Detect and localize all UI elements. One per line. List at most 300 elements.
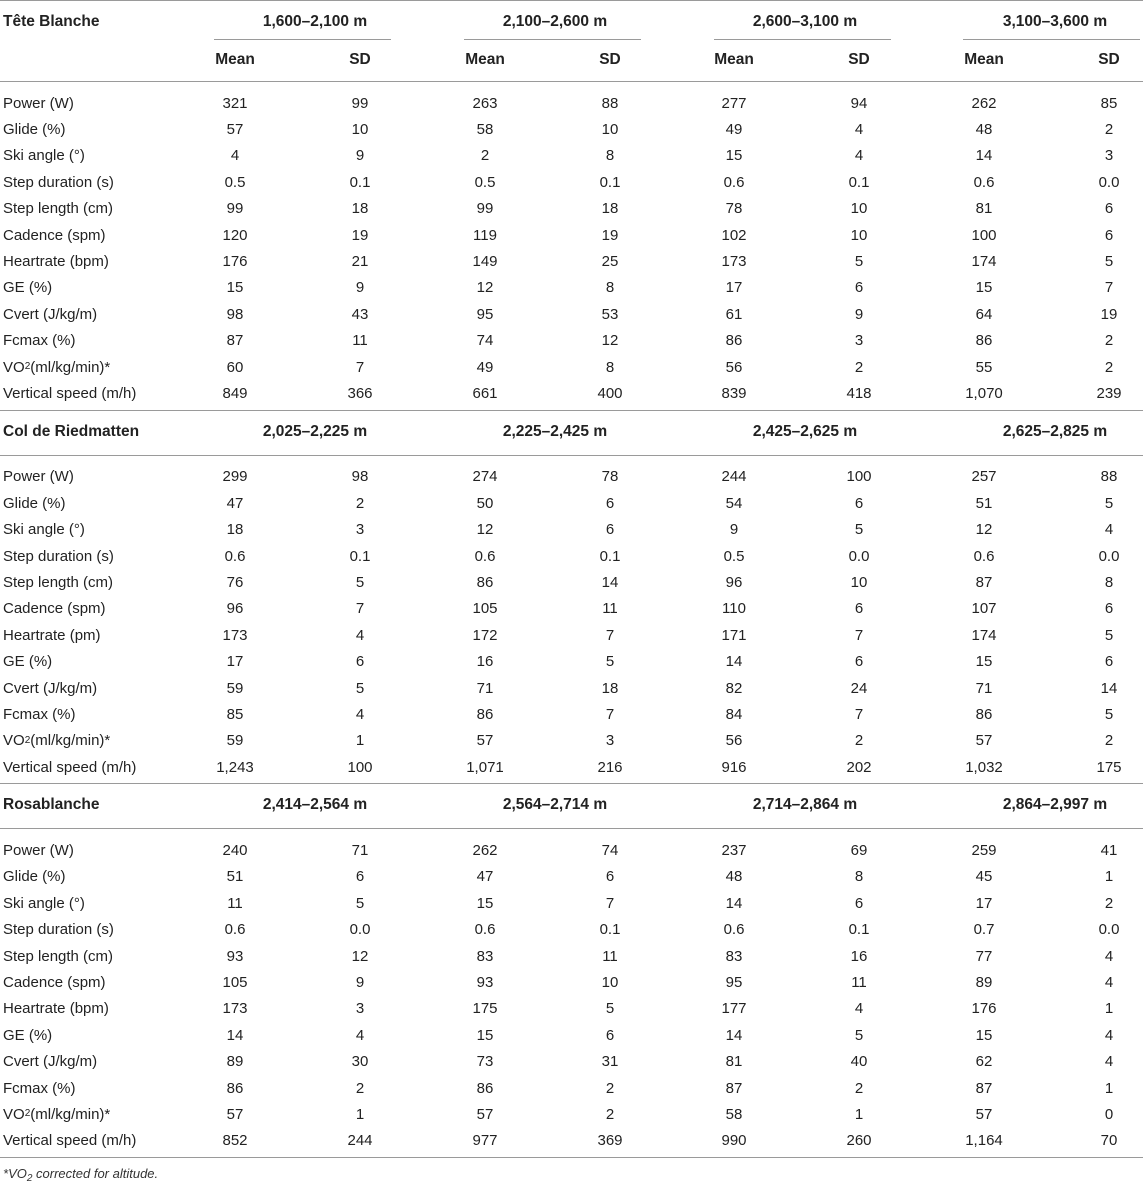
sd-value: 11 xyxy=(352,332,368,350)
sd-value: 0.0 xyxy=(1098,921,1120,939)
mean-value: 1,164 xyxy=(965,1132,1003,1150)
mean-value: 177 xyxy=(721,1000,747,1018)
mean-value: 47 xyxy=(226,494,244,512)
mean-value: 85 xyxy=(226,705,244,723)
table-row xyxy=(0,143,1143,169)
row-label: Power (W) xyxy=(3,94,74,112)
mean-value: 81 xyxy=(725,1053,743,1071)
mean-value: 0.7 xyxy=(973,921,995,939)
mean-value: 299 xyxy=(222,468,248,486)
mean-value: 71 xyxy=(975,679,993,697)
sd-value: 24 xyxy=(850,679,868,697)
mean-value: 15 xyxy=(476,894,494,912)
mean-value: 175 xyxy=(472,1000,498,1018)
table-row xyxy=(0,890,1143,916)
mean-value: 78 xyxy=(725,200,743,218)
sd-value: 418 xyxy=(846,384,872,402)
mean-value: 0.5 xyxy=(224,173,246,191)
sd-value: 2 xyxy=(1104,732,1114,750)
mean-value: 240 xyxy=(222,842,248,860)
mean-value: 96 xyxy=(725,573,743,591)
mean-value: 57 xyxy=(975,1105,993,1123)
section-header-row xyxy=(0,784,1143,828)
mean-value: 82 xyxy=(725,679,743,697)
mean-value: 110 xyxy=(722,600,746,618)
sd-value: 88 xyxy=(1100,468,1118,486)
mean-value: 87 xyxy=(975,573,993,591)
sd-value: 71 xyxy=(351,842,369,860)
sd-value: 244 xyxy=(347,1132,373,1150)
sd-value: 1 xyxy=(1104,1079,1114,1097)
sd-value: 16 xyxy=(850,947,868,965)
section-rule xyxy=(0,1157,1143,1158)
sd-value: 10 xyxy=(601,121,619,139)
altitude-range-header: 1,600–2,100 m xyxy=(262,13,368,30)
mean-value: 57 xyxy=(476,732,494,750)
table-row xyxy=(0,380,1143,406)
sd-value: 5 xyxy=(1104,253,1114,271)
sd-value: 4 xyxy=(854,147,864,165)
sd-value: 12 xyxy=(601,332,619,350)
sd-value: 4 xyxy=(1104,521,1114,539)
mean-value: 11 xyxy=(227,894,243,912)
mean-value: 96 xyxy=(226,600,244,618)
altitude-range-header: 2,564–2,714 m xyxy=(502,796,608,814)
sd-value: 2 xyxy=(1104,358,1114,376)
sd-value: 8 xyxy=(605,358,615,376)
mean-value: 17 xyxy=(226,653,244,671)
mean-value: 51 xyxy=(226,868,244,886)
table-row xyxy=(0,754,1143,780)
row-label: Power (W) xyxy=(3,468,74,486)
sd-value: 7 xyxy=(355,600,365,618)
mean-value: 0.6 xyxy=(224,547,246,565)
row-label: GE (%) xyxy=(3,653,53,671)
row-label: Step duration (s) xyxy=(3,547,114,565)
mean-value: 262 xyxy=(472,842,498,860)
row-label: Cadence (spm) xyxy=(3,974,106,992)
mean-value: 990 xyxy=(721,1132,747,1150)
table-row xyxy=(0,328,1143,354)
mean-value: 257 xyxy=(971,468,997,486)
mean-value: 173 xyxy=(721,253,747,271)
mean-value: 1,070 xyxy=(965,384,1003,402)
altitude-range-header: 3,100–3,600 m xyxy=(1002,13,1108,30)
mean-value: 56 xyxy=(725,358,743,376)
mean-value: 237 xyxy=(721,842,747,860)
sd-value: 6 xyxy=(854,600,864,618)
sd-value: 88 xyxy=(601,94,619,112)
mean-value: 0.6 xyxy=(474,921,496,939)
sd-value: 5 xyxy=(605,653,615,671)
mean-value: 14 xyxy=(725,653,743,671)
mean-value: 244 xyxy=(721,468,747,486)
sd-value: 2 xyxy=(1104,332,1114,350)
mean-value: 48 xyxy=(725,868,743,886)
mean-value: 15 xyxy=(975,653,993,671)
mean-value: 173 xyxy=(222,626,248,644)
sd-value: 10 xyxy=(850,226,868,244)
mean-value: 262 xyxy=(971,94,997,112)
mean-value: 277 xyxy=(721,94,747,112)
sd-value: 7 xyxy=(854,626,864,644)
mean-header: Mean xyxy=(465,51,505,68)
sd-value: 11 xyxy=(602,947,618,965)
mean-value: 15 xyxy=(476,1026,494,1044)
row-label: Fcmax (%) xyxy=(3,1079,76,1097)
mean-value: 81 xyxy=(975,200,993,218)
row-label: Cvert (J/kg/m) xyxy=(3,679,98,697)
table-row xyxy=(0,543,1143,569)
mean-value: 2 xyxy=(480,147,490,165)
mean-value: 12 xyxy=(975,521,993,539)
table-row xyxy=(0,596,1143,622)
sd-value: 7 xyxy=(605,626,615,644)
mean-value: 12 xyxy=(476,279,494,297)
mean-value: 99 xyxy=(476,200,494,218)
mean-value: 89 xyxy=(975,974,993,992)
sd-value: 4 xyxy=(1104,947,1114,965)
mean-value: 57 xyxy=(476,1105,494,1123)
sd-header: SD xyxy=(1098,51,1120,68)
sd-value: 6 xyxy=(605,494,615,512)
site-name: Tête Blanche xyxy=(3,13,100,30)
sd-value: 30 xyxy=(351,1053,369,1071)
sd-value: 4 xyxy=(854,121,864,139)
sd-value: 31 xyxy=(601,1053,619,1071)
mean-value: 98 xyxy=(226,305,244,323)
sd-value: 2 xyxy=(854,732,864,750)
sd-value: 43 xyxy=(351,305,369,323)
mean-value: 58 xyxy=(725,1105,743,1123)
table-row xyxy=(0,864,1143,890)
mean-value: 0.6 xyxy=(474,547,496,565)
mean-value: 86 xyxy=(476,1079,494,1097)
mean-value: 263 xyxy=(472,94,498,112)
sd-value: 6 xyxy=(355,868,365,886)
sd-value: 9 xyxy=(854,305,864,323)
mean-value: 100 xyxy=(971,226,997,244)
sd-value: 10 xyxy=(351,121,369,139)
mean-value: 87 xyxy=(975,1079,993,1097)
sd-value: 2 xyxy=(1104,894,1114,912)
sd-value: 18 xyxy=(601,679,619,697)
mean-value: 60 xyxy=(226,358,244,376)
mean-value: 0.6 xyxy=(224,921,246,939)
sd-value: 99 xyxy=(351,94,369,112)
row-label: Power (W) xyxy=(3,842,74,860)
row-label: Step duration (s) xyxy=(3,921,114,939)
mean-value: 1,243 xyxy=(216,758,254,776)
mean-value: 0.6 xyxy=(973,547,995,565)
mean-value: 45 xyxy=(975,868,993,886)
table-row xyxy=(0,996,1143,1022)
mean-value: 12 xyxy=(476,521,494,539)
table-section xyxy=(0,411,1143,785)
mean-value: 120 xyxy=(222,226,248,244)
sd-value: 10 xyxy=(850,573,868,591)
table-row xyxy=(0,275,1143,301)
mean-value: 55 xyxy=(975,358,993,376)
sd-value: 98 xyxy=(351,468,369,486)
row-label: Vertical speed (m/h) xyxy=(3,384,137,402)
mean-value: 87 xyxy=(725,1079,743,1097)
mean-value: 14 xyxy=(975,147,993,165)
sd-value: 53 xyxy=(601,305,619,323)
mean-value: 73 xyxy=(476,1053,494,1071)
row-label: Cadence (spm) xyxy=(3,600,106,618)
sd-value: 4 xyxy=(355,1026,365,1044)
sd-value: 4 xyxy=(355,626,365,644)
row-label: Fcmax (%) xyxy=(3,332,76,350)
range-underline xyxy=(464,39,641,40)
sd-value: 69 xyxy=(850,842,868,860)
sd-value: 78 xyxy=(601,468,619,486)
range-underline xyxy=(963,39,1140,40)
sd-value: 0.1 xyxy=(599,547,621,565)
sd-value: 6 xyxy=(1104,600,1114,618)
sd-value: 6 xyxy=(605,1026,615,1044)
sd-value: 6 xyxy=(854,894,864,912)
sd-value: 41 xyxy=(1100,842,1118,860)
sd-value: 2 xyxy=(605,1105,615,1123)
sd-value: 5 xyxy=(854,521,864,539)
table-row xyxy=(0,116,1143,142)
mean-value: 95 xyxy=(725,974,743,992)
mean-value: 321 xyxy=(222,94,248,112)
sd-value: 5 xyxy=(1104,626,1114,644)
row-label: GE (%) xyxy=(3,279,53,297)
sd-value: 4 xyxy=(355,705,365,723)
mean-value: 58 xyxy=(476,121,494,139)
row-label: VO 2 (ml/kg/min)* xyxy=(3,1105,111,1123)
table-row xyxy=(0,301,1143,327)
sd-value: 25 xyxy=(601,253,619,271)
site-name: Col de Riedmatten xyxy=(3,422,140,440)
mean-value: 107 xyxy=(971,600,997,618)
sd-value: 0.0 xyxy=(349,921,371,939)
sd-value: 8 xyxy=(854,868,864,886)
row-label: Step length (cm) xyxy=(3,573,114,591)
table-footnote: $*VO_2$ corrected for altitude. xyxy=(3,1166,159,1185)
mean-value: 17 xyxy=(725,279,743,297)
mean-value: 14 xyxy=(725,1026,743,1044)
sd-value: 14 xyxy=(601,573,619,591)
sd-value: 11 xyxy=(851,974,867,992)
row-label: Ski angle (°) xyxy=(3,894,85,912)
mean-value: 64 xyxy=(975,305,993,323)
sd-value: 0.1 xyxy=(349,547,371,565)
mean-value: 50 xyxy=(476,494,494,512)
mean-value: 57 xyxy=(975,732,993,750)
sd-value: 14 xyxy=(1100,679,1118,697)
sd-value: 4 xyxy=(854,1000,864,1018)
sd-value: 6 xyxy=(605,868,615,886)
mean-value: 149 xyxy=(472,253,498,271)
mean-value: 0.6 xyxy=(973,173,995,191)
mean-value: 86 xyxy=(476,705,494,723)
mean-value: 102 xyxy=(721,226,747,244)
row-label: Glide (%) xyxy=(3,121,66,139)
mean-value: 47 xyxy=(476,868,494,886)
table-row xyxy=(0,943,1143,969)
row-label: Heartrate (pm) xyxy=(3,626,101,644)
sd-value: 0.0 xyxy=(848,547,870,565)
sd-value: 1 xyxy=(355,732,365,750)
mean-value: 4 xyxy=(230,147,240,165)
sd-value: 3 xyxy=(355,1000,365,1018)
sd-value: 0 xyxy=(1104,1105,1114,1123)
row-label: Step duration (s) xyxy=(3,173,114,191)
table-row xyxy=(0,169,1143,195)
sd-value: 2 xyxy=(605,1079,615,1097)
mean-value: 849 xyxy=(222,384,248,402)
mean-value: 14 xyxy=(725,894,743,912)
mean-value: 105 xyxy=(472,600,498,618)
sd-value: 400 xyxy=(597,384,623,402)
sd-value: 8 xyxy=(1104,573,1114,591)
mean-value: 83 xyxy=(476,947,494,965)
sd-value: 7 xyxy=(605,894,615,912)
mean-value: 0.5 xyxy=(474,173,496,191)
sd-value: 6 xyxy=(854,494,864,512)
mean-value: 93 xyxy=(226,947,244,965)
altitude-range-header: 2,414–2,564 m xyxy=(262,796,368,814)
mean-header: Mean xyxy=(964,51,1004,68)
sd-value: 2 xyxy=(355,1079,365,1097)
mean-value: 84 xyxy=(725,705,743,723)
sd-value: 19 xyxy=(601,226,619,244)
row-label: Vertical speed (m/h) xyxy=(3,1132,137,1150)
mean-value: 839 xyxy=(721,384,747,402)
sd-value: 4 xyxy=(1104,1026,1114,1044)
altitude-range-header: 2,714–2,864 m xyxy=(752,796,858,814)
sd-value: 1 xyxy=(355,1105,365,1123)
mean-value: 1,032 xyxy=(965,758,1003,776)
mean-value: 49 xyxy=(476,358,494,376)
sd-value: 3 xyxy=(605,732,615,750)
sd-value: 4 xyxy=(1104,1053,1114,1071)
sd-value: 10 xyxy=(601,974,619,992)
sd-value: 2 xyxy=(355,494,365,512)
sd-value: 7 xyxy=(1104,279,1114,297)
mean-value: 49 xyxy=(725,121,743,139)
sd-value: 369 xyxy=(597,1132,623,1150)
sd-value: 3 xyxy=(854,332,864,350)
row-label: Fcmax (%) xyxy=(3,705,76,723)
table-row xyxy=(0,675,1143,701)
sd-value: 6 xyxy=(1104,200,1114,218)
range-underline xyxy=(714,39,891,40)
mean-value: 119 xyxy=(473,226,497,244)
sd-value: 5 xyxy=(854,253,864,271)
mean-value: 86 xyxy=(725,332,743,350)
table-row xyxy=(0,969,1143,995)
table-row xyxy=(0,516,1143,542)
sd-value: 11 xyxy=(602,600,618,618)
mean-value: 15 xyxy=(226,279,244,297)
sd-value: 5 xyxy=(355,573,365,591)
sd-value: 5 xyxy=(854,1026,864,1044)
sd-value: 18 xyxy=(351,200,369,218)
sd-value: 0.0 xyxy=(1098,173,1120,191)
row-label: Cvert (J/kg/m) xyxy=(3,1053,98,1071)
mean-value: 977 xyxy=(472,1132,498,1150)
sd-value: 0.1 xyxy=(848,921,870,939)
sd-value: 6 xyxy=(1104,653,1114,671)
mean-value: 172 xyxy=(472,626,498,644)
mean-value: 16 xyxy=(476,653,494,671)
mean-value: 174 xyxy=(971,253,997,271)
row-label: Vertical speed (m/h) xyxy=(3,758,137,776)
sd-value: 2 xyxy=(1104,121,1114,139)
table-row xyxy=(0,622,1143,648)
mean-header: Mean xyxy=(714,51,754,68)
section-header-row xyxy=(0,411,1143,455)
sd-value: 8 xyxy=(605,279,615,297)
sd-value: 239 xyxy=(1096,384,1122,402)
mean-value: 852 xyxy=(222,1132,248,1150)
mean-value: 176 xyxy=(222,253,248,271)
mean-value: 17 xyxy=(975,894,993,912)
mean-value: 274 xyxy=(472,468,498,486)
sd-value: 5 xyxy=(1104,705,1114,723)
mean-value: 173 xyxy=(222,1000,248,1018)
table-row xyxy=(0,917,1143,943)
table-row xyxy=(0,196,1143,222)
sd-value: 9 xyxy=(355,974,365,992)
mean-value: 14 xyxy=(226,1026,244,1044)
table-row xyxy=(0,1075,1143,1101)
table-row xyxy=(0,1101,1143,1127)
table-section xyxy=(0,1,1143,411)
row-label: Cadence (spm) xyxy=(3,226,106,244)
sd-value: 5 xyxy=(355,894,365,912)
sd-value: 18 xyxy=(601,200,619,218)
sd-value: 70 xyxy=(1100,1132,1118,1150)
table-row xyxy=(0,648,1143,674)
mean-value: 86 xyxy=(226,1079,244,1097)
table-row xyxy=(0,90,1143,116)
sd-value: 366 xyxy=(347,384,373,402)
mean-value: 916 xyxy=(721,758,747,776)
sd-value: 0.1 xyxy=(599,173,621,191)
sd-value: 0.0 xyxy=(1098,547,1120,565)
mean-value: 54 xyxy=(725,494,743,512)
mean-value: 9 xyxy=(729,521,739,539)
sd-value: 6 xyxy=(605,521,615,539)
sd-value: 2 xyxy=(854,358,864,376)
sd-value: 260 xyxy=(846,1132,872,1150)
sd-value: 8 xyxy=(605,147,615,165)
row-label: Ski angle (°) xyxy=(3,521,85,539)
sd-value: 216 xyxy=(597,758,623,776)
mean-value: 0.6 xyxy=(723,173,745,191)
sd-value: 1 xyxy=(1104,1000,1114,1018)
sd-value: 40 xyxy=(850,1053,868,1071)
row-label: Glide (%) xyxy=(3,868,66,886)
sd-value: 6 xyxy=(1104,226,1114,244)
table-row xyxy=(0,1128,1143,1154)
mean-value: 62 xyxy=(975,1053,993,1071)
sd-value: 10 xyxy=(850,200,868,218)
table-row xyxy=(0,222,1143,248)
altitude-range-header: 2,225–2,425 m xyxy=(502,422,608,440)
sd-value: 5 xyxy=(355,679,365,697)
table-row xyxy=(0,1022,1143,1048)
altitude-range-header: 2,025–2,225 m xyxy=(262,422,368,440)
mean-value: 15 xyxy=(725,147,743,165)
